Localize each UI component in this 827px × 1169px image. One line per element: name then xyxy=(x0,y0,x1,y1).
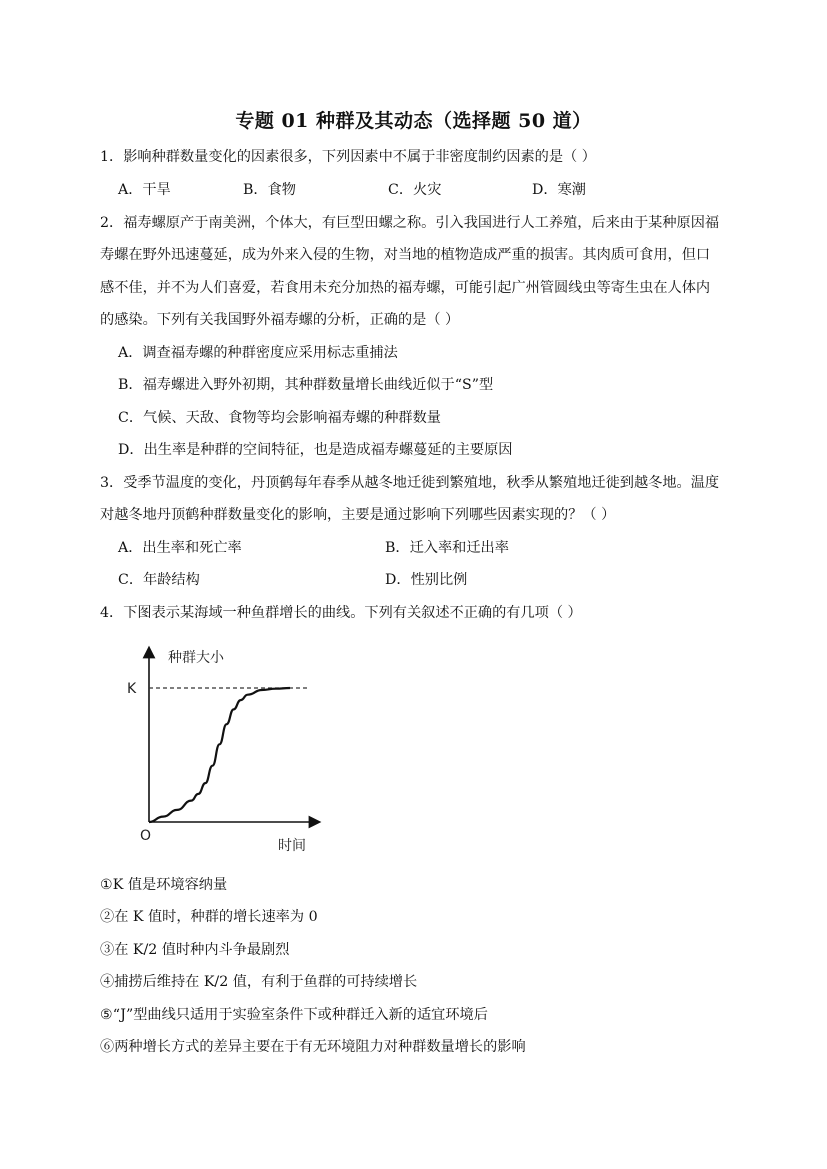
q3-option-d: D．性别比例 xyxy=(385,572,468,588)
q4-statement-5: ⑤“J”型曲线只适用于实验室条件下或种群迁入新的适宜环境后 xyxy=(100,1007,488,1023)
q4-statement-2: ②在 K 值时，种群的增长速率为 0 xyxy=(100,909,318,925)
q2-line-1: 2．福寿螺原产于南美洲，个体大，有巨型田螺之称。引入我国进行人工养殖，后来由于某种原因福 xyxy=(100,215,720,231)
q2-line-2: 寿螺在野外迅速蔓延，成为外来入侵的生物，对当地的植物造成严重的损害。其肉质可食用，但口 xyxy=(100,247,711,263)
k-label: K xyxy=(127,681,137,697)
q3-option-c: C．年龄结构 xyxy=(118,572,200,588)
x-axis-label: 时间 xyxy=(278,838,306,854)
s-curve-series xyxy=(149,688,290,822)
q1-stem: 1．影响种群数量变化的因素很多，下列因素中不属于非密度制约因素的是（ ） xyxy=(100,149,596,165)
q3-option-b: B．迁入率和迁出率 xyxy=(385,540,509,556)
q4-statement-3: ③在 K/2 值时种内斗争最剧烈 xyxy=(100,942,290,958)
page-title: 专题 01 种群及其动态（选择题 50 道） xyxy=(235,110,592,132)
q3-option-a: A．出生率和死亡率 xyxy=(118,540,242,556)
q4-stem: 4．下图表示某海域一种鱼群增长的曲线。下列有关叙述不正确的有几项（ ） xyxy=(100,605,582,621)
q2-line-3: 感不佳，并不为人们喜爱，若食用未充分加热的福寿螺，可能引起广州管圆线虫等寄生虫在人体内 xyxy=(100,280,711,296)
q3-line-2: 对越冬地丹顶鹤种群数量变化的影响，主要是通过影响下列哪些因素实现的？（ ） xyxy=(100,507,616,523)
q1-option-d: D．寒潮 xyxy=(532,182,586,198)
q4-statement-4: ④捕捞后维持在 K/2 值，有利于鱼群的可持续增长 xyxy=(100,974,418,990)
q1-option-b: B．食物 xyxy=(243,182,296,198)
q1-option-a: A．干旱 xyxy=(118,182,171,198)
q2-line-4: 的感染。下列有关我国野外福寿螺的分析，正确的是（ ） xyxy=(100,312,460,328)
growth-curve-chart xyxy=(110,638,330,863)
q2-option-d: D．出生率是种群的空间特征，也是造成福寿螺蔓延的主要原因 xyxy=(118,442,513,458)
q2-option-c: C．气候、天敌、食物等均会影响福寿螺的种群数量 xyxy=(118,410,441,426)
q2-option-a: A．调查福寿螺的种群密度应采用标志重捕法 xyxy=(118,345,398,361)
q4-statement-1: ①K 值是环境容纳量 xyxy=(100,877,228,893)
q3-line-1: 3．受季节温度的变化，丹顶鹤每年春季从越冬地迁徙到繁殖地，秋季从繁殖地迁徙到越冬地。温度 xyxy=(100,475,720,491)
q2-option-b: B．福寿螺进入野外初期，其种群数量增长曲线近似于“S”型 xyxy=(118,377,494,393)
q4-statement-6: ⑥两种增长方式的差异主要在于有无环境阻力对种群数量增长的影响 xyxy=(100,1039,526,1055)
origin-label: O xyxy=(140,828,152,844)
y-axis-label: 种群大小 xyxy=(168,650,224,666)
q1-option-c: C．火灾 xyxy=(388,182,442,198)
